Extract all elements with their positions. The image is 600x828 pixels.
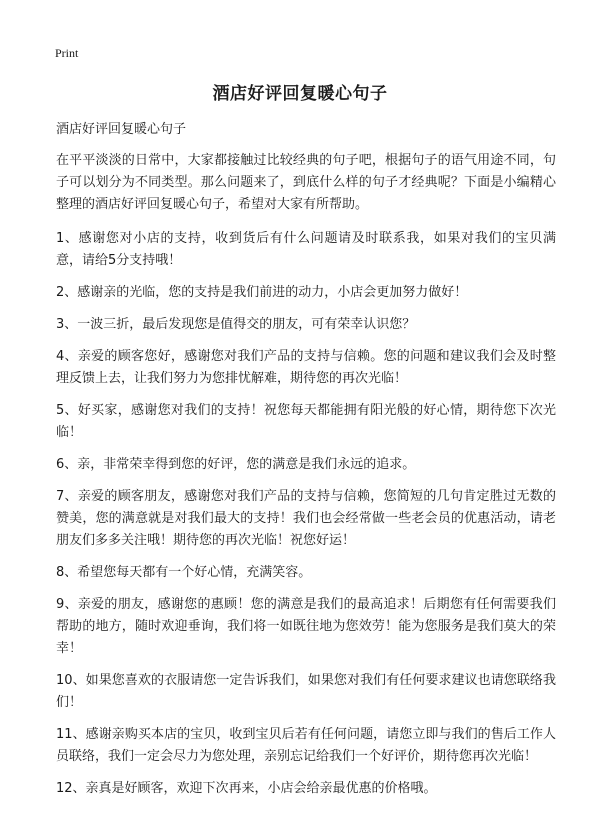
page-title: 酒店好评回复暖心句子: [212, 84, 388, 104]
list-item: 4、亲爱的顾客您好，感谢您对我们产品的支持与信赖。您的问题和建议我们会及时整理反馈上去，让我们努力为您排忧解难，期待您的再次光临！: [56, 349, 556, 386]
list-item: 1、感谢您对小店的支持，收到货后有什么问题请及时联系我，如果对我们的宝贝满意，请给5分支持哦！: [56, 231, 556, 268]
list-item: 5、好买家，感谢您对我们的支持！祝您每天都能拥有阳光般的好心情，期待您下次光临！: [56, 403, 556, 440]
list-item: 10、如果您喜欢的衣服请您一定告诉我们，如果您对我们有任何要求建议也请您联络我们！: [56, 673, 556, 710]
list-item: 2、感谢亲的光临，您的支持是我们前进的动力，小店会更加努力做好！: [56, 285, 468, 300]
list-item: 8、希望您每天都有一个好心情，充满笑容。: [56, 565, 312, 580]
list-item: 11、感谢亲购买本店的宝贝，收到宝贝后若有任何问题，请您立即与我们的售后工作人员联络，我们一定会尽力为您处理，亲别忘记给我们一个好评价，期待您再次光临！: [56, 727, 556, 764]
list-item: 3、一波三折，最后发现您是值得交的朋友，可有荣幸认识您？: [56, 317, 416, 332]
list-item: 6、亲，非常荣幸得到您的好评，您的满意是我们永远的追求。: [56, 457, 416, 472]
list-item: 9、亲爱的朋友，感谢您的惠顾！您的满意是我们的最高追求！后期您有任何需要我们帮助的地方，随时欢迎垂询，我们将一如既往地为您效劳！能为您服务是我们莫大的荣幸！: [56, 597, 556, 656]
print-link[interactable]: Print: [55, 46, 79, 60]
intro-paragraph: 在平平淡淡的日常中，大家都接触过比较经典的句子吧，根据句子的语气用途不同，句子可以划分为不同类型。那么问题来了，到底什么样的句子才经典呢？下面是小编精心整理的酒店好评回复暖心句子，希望对大家有所帮助。: [56, 153, 556, 212]
list-item: 7、亲爱的顾客朋友，感谢您对我们产品的支持与信赖，您简短的几句肯定胜过无数的赞美，您的满意就是对我们最大的支持！我们也会经常做一些老会员的优惠活动，请老朋友们多多关注哦！期待您的再次光临！祝您好运！: [56, 489, 556, 548]
article-subtitle: 酒店好评回复暖心句子: [56, 122, 187, 137]
article-body: [56, 120, 556, 810]
list-item: 12、亲真是好顾客，欢迎下次再来，小店会给亲最优惠的价格哦。: [56, 781, 437, 796]
